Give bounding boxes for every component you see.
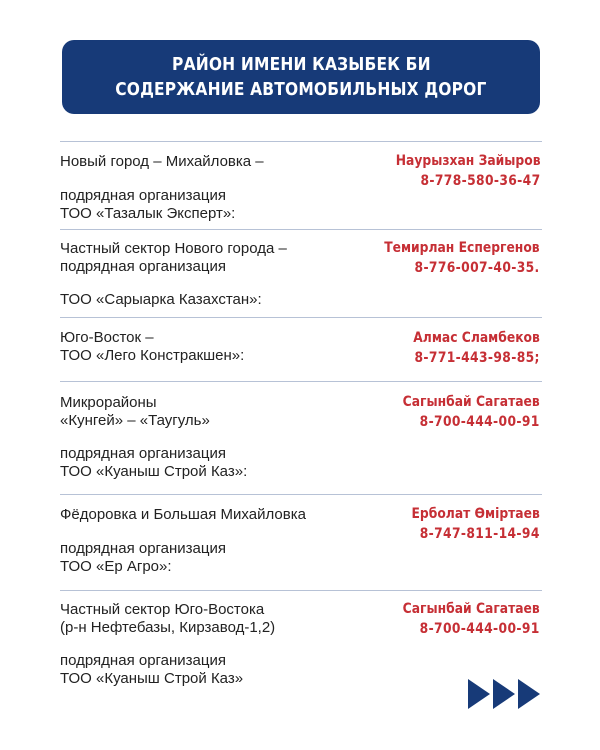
contact-block bbox=[384, 392, 540, 432]
contact-name: Наурызхан Зайыров bbox=[395, 153, 540, 169]
entry-line: подрядная организация bbox=[60, 258, 226, 275]
contact-phone: 8-771-443-98-85; bbox=[414, 350, 540, 366]
divider bbox=[60, 229, 542, 230]
entry-line: ТОО «Куаныш Строй Каз» bbox=[60, 670, 244, 687]
entry-line: ТОО «Ер Агро»: bbox=[60, 558, 172, 575]
entry-line: ТОО «Сарыарка Казахстан»: bbox=[60, 291, 262, 308]
contact-name: Ерболат Өміртаев bbox=[411, 506, 540, 522]
divider bbox=[60, 494, 542, 495]
entry-line: подрядная организация bbox=[60, 187, 226, 204]
contact-block bbox=[376, 151, 541, 191]
entry-line: Юго-Восток – bbox=[60, 329, 154, 346]
divider bbox=[60, 381, 542, 382]
entry-line: подрядная организация bbox=[60, 652, 226, 669]
entry-line: «Кунгей» – «Таугуль» bbox=[60, 412, 210, 429]
contact-phone: 8-700-444-00-91 bbox=[419, 621, 540, 637]
contact-block bbox=[394, 504, 540, 544]
entry-line: ТОО «Лего Констракшен»: bbox=[60, 347, 245, 364]
divider bbox=[60, 141, 542, 142]
header-banner bbox=[62, 40, 540, 114]
contact-name: Темирлан Еспергенов bbox=[384, 240, 540, 256]
divider bbox=[60, 590, 542, 591]
contact-phone: 8-747-811-14-94 bbox=[419, 526, 540, 542]
entry-line: ТОО «Тазалык Эксперт»: bbox=[60, 205, 236, 222]
contact-name: Сагынбай Сагатаев bbox=[402, 394, 540, 410]
contact-phone: 8-778-580-36-47 bbox=[419, 173, 540, 189]
contact-phone: 8-700-444-00-91 bbox=[419, 414, 540, 430]
contact-name: Алмас Сламбеков bbox=[413, 330, 540, 346]
contact-block bbox=[384, 599, 540, 639]
header-title-line2: СОДЕРЖАНИЕ АВТОМОБИЛЬНЫХ ДОРОГ bbox=[115, 79, 487, 100]
divider bbox=[60, 317, 542, 318]
entry-line: ТОО «Куаныш Строй Каз»: bbox=[60, 463, 248, 480]
entry-line: подрядная организация bbox=[60, 540, 226, 557]
contact-phone: 8-776-007-40-35. bbox=[414, 260, 540, 276]
contact-block bbox=[363, 238, 540, 278]
entry-line: Фёдоровка и Большая Михайловка bbox=[60, 506, 306, 523]
triple-chevron-right-icon[interactable] bbox=[468, 679, 540, 709]
entry-line: Частный сектор Нового города – bbox=[60, 240, 287, 257]
entry-line: Микрорайоны bbox=[60, 394, 157, 411]
header-title-line1: РАЙОН ИМЕНИ КАЗЫБЕК БИ bbox=[171, 54, 431, 75]
contact-name: Сагынбай Сагатаев bbox=[402, 601, 540, 617]
entry-line: (р-н Нефтебазы, Кирзавод-1,2) bbox=[60, 619, 276, 636]
contact-block bbox=[396, 328, 540, 368]
entry-line: Частный сектор Юго-Востока bbox=[60, 601, 265, 618]
entry-line: Новый город – Михайловка – bbox=[60, 153, 264, 170]
entry-line: подрядная организация bbox=[60, 445, 226, 462]
